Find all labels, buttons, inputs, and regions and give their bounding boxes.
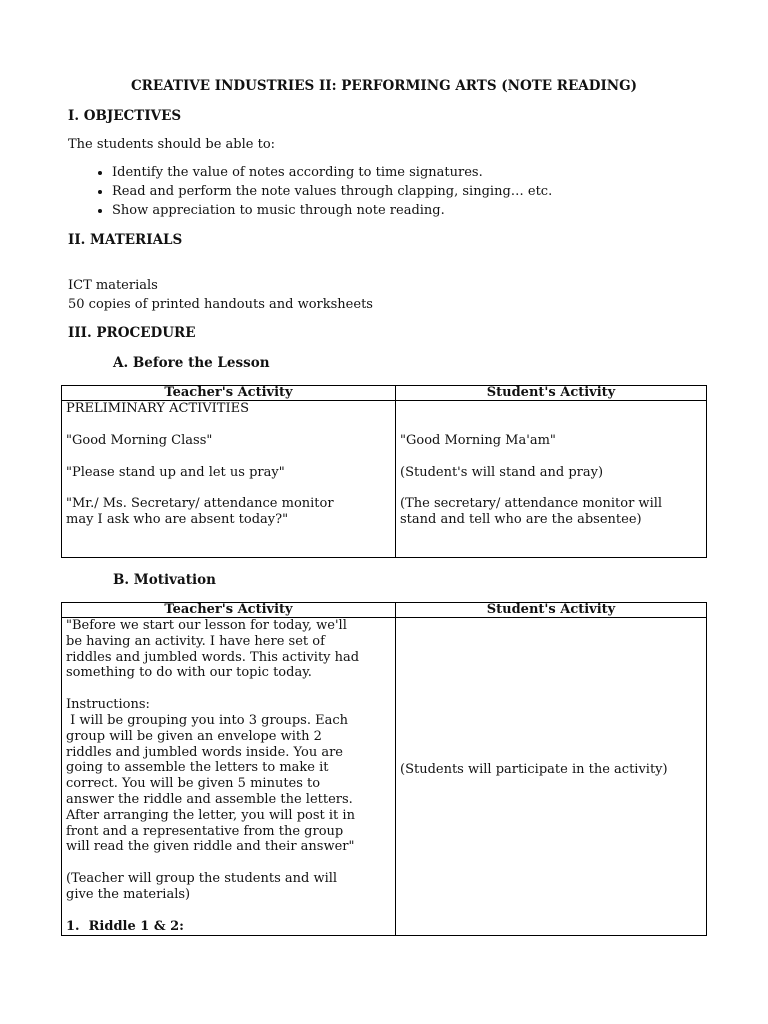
student-activity-cell — [396, 401, 707, 558]
col-teacher-activity: Teacher's Activity — [62, 386, 396, 401]
instructions-line: correct. You will be given 5 minutes to — [66, 776, 321, 792]
motivation-table — [61, 602, 707, 936]
student-prayer: (Student's will stand and pray) — [400, 464, 604, 480]
material-item: 50 copies of printed handouts and worksheets — [68, 297, 373, 312]
objective-item: • Show appreciation to music through note reading. — [112, 201, 552, 220]
motivation-heading: B. Motivation — [113, 572, 216, 588]
teacher-attendance-line: "Mr./ Ms. Secretary/ attendance monitor — [66, 496, 334, 512]
instructions-line: riddles and jumbled words inside. You are — [66, 744, 343, 760]
teacher-activity-cell — [62, 618, 396, 936]
col-student-activity: Student's Activity — [396, 386, 707, 401]
col-teacher-activity: Teacher's Activity — [62, 603, 396, 618]
material-item: ICT materials — [68, 278, 158, 293]
col-student-activity: Student's Activity — [396, 603, 707, 618]
student-attendance-line: (The secretary/ attendance monitor will — [400, 496, 663, 512]
teacher-activity-cell — [62, 401, 396, 558]
document-title: CREATIVE INDUSTRIES II: PERFORMING ARTS (NOTE READING) — [130, 78, 638, 94]
instructions-line: After arranging the letter, you will post it in — [66, 807, 355, 823]
preliminary-activities: PRELIMINARY ACTIVITIES — [66, 401, 249, 416]
instructions-line: will read the given riddle and their answer" — [66, 839, 355, 855]
before-lesson-table — [61, 385, 707, 558]
motivation-intro-line: be having an activity. I have here set of — [66, 633, 325, 649]
instructions-line: group will be given an envelope with 2 — [66, 728, 322, 744]
instructions-line: front and a representative from the group — [66, 823, 344, 839]
instructions-label: Instructions: — [66, 697, 150, 713]
procedure-heading: III. PROCEDURE — [68, 325, 196, 341]
group-note-line: (Teacher will group the students and will — [66, 871, 338, 887]
motivation-intro-line: riddles and jumbled words. This activity had — [66, 649, 360, 665]
student-activity-cell — [396, 618, 707, 936]
materials-heading: II. MATERIALS — [68, 232, 183, 248]
student-participation: (Students will participate in the activity) — [400, 762, 668, 778]
teacher-prayer: "Please stand up and let us pray" — [66, 464, 285, 480]
group-note-line: give the materials) — [66, 886, 191, 902]
riddle-heading: 1. Riddle 1 & 2: — [66, 918, 184, 934]
objective-item: • Identify the value of notes according to time signatures. — [112, 163, 552, 182]
objective-item: • Read and perform the note values through clapping, singing… etc. — [112, 182, 552, 201]
teacher-attendance-line: may I ask who are absent today?" — [66, 512, 289, 528]
objectives-intro: The students should be able to: — [68, 137, 276, 152]
student-greeting: "Good Morning Ma'am" — [400, 432, 556, 448]
instructions-line: I will be grouping you into 3 groups. Each — [66, 712, 349, 728]
before-lesson-heading: A. Before the Lesson — [113, 355, 270, 371]
motivation-intro-line: "Before we start our lesson for today, we'll — [66, 618, 347, 633]
objectives-heading: I. OBJECTIVES — [68, 108, 182, 124]
objectives-list — [70, 163, 552, 220]
teacher-greeting: "Good Morning Class" — [66, 432, 213, 448]
motivation-intro-line: something to do with our topic today. — [66, 665, 312, 681]
instructions-line: answer the riddle and assemble the letters. — [66, 791, 353, 807]
instructions-line: going to assemble the letters to make it — [66, 760, 329, 776]
student-attendance-line: stand and tell who are the absentee) — [400, 512, 642, 528]
